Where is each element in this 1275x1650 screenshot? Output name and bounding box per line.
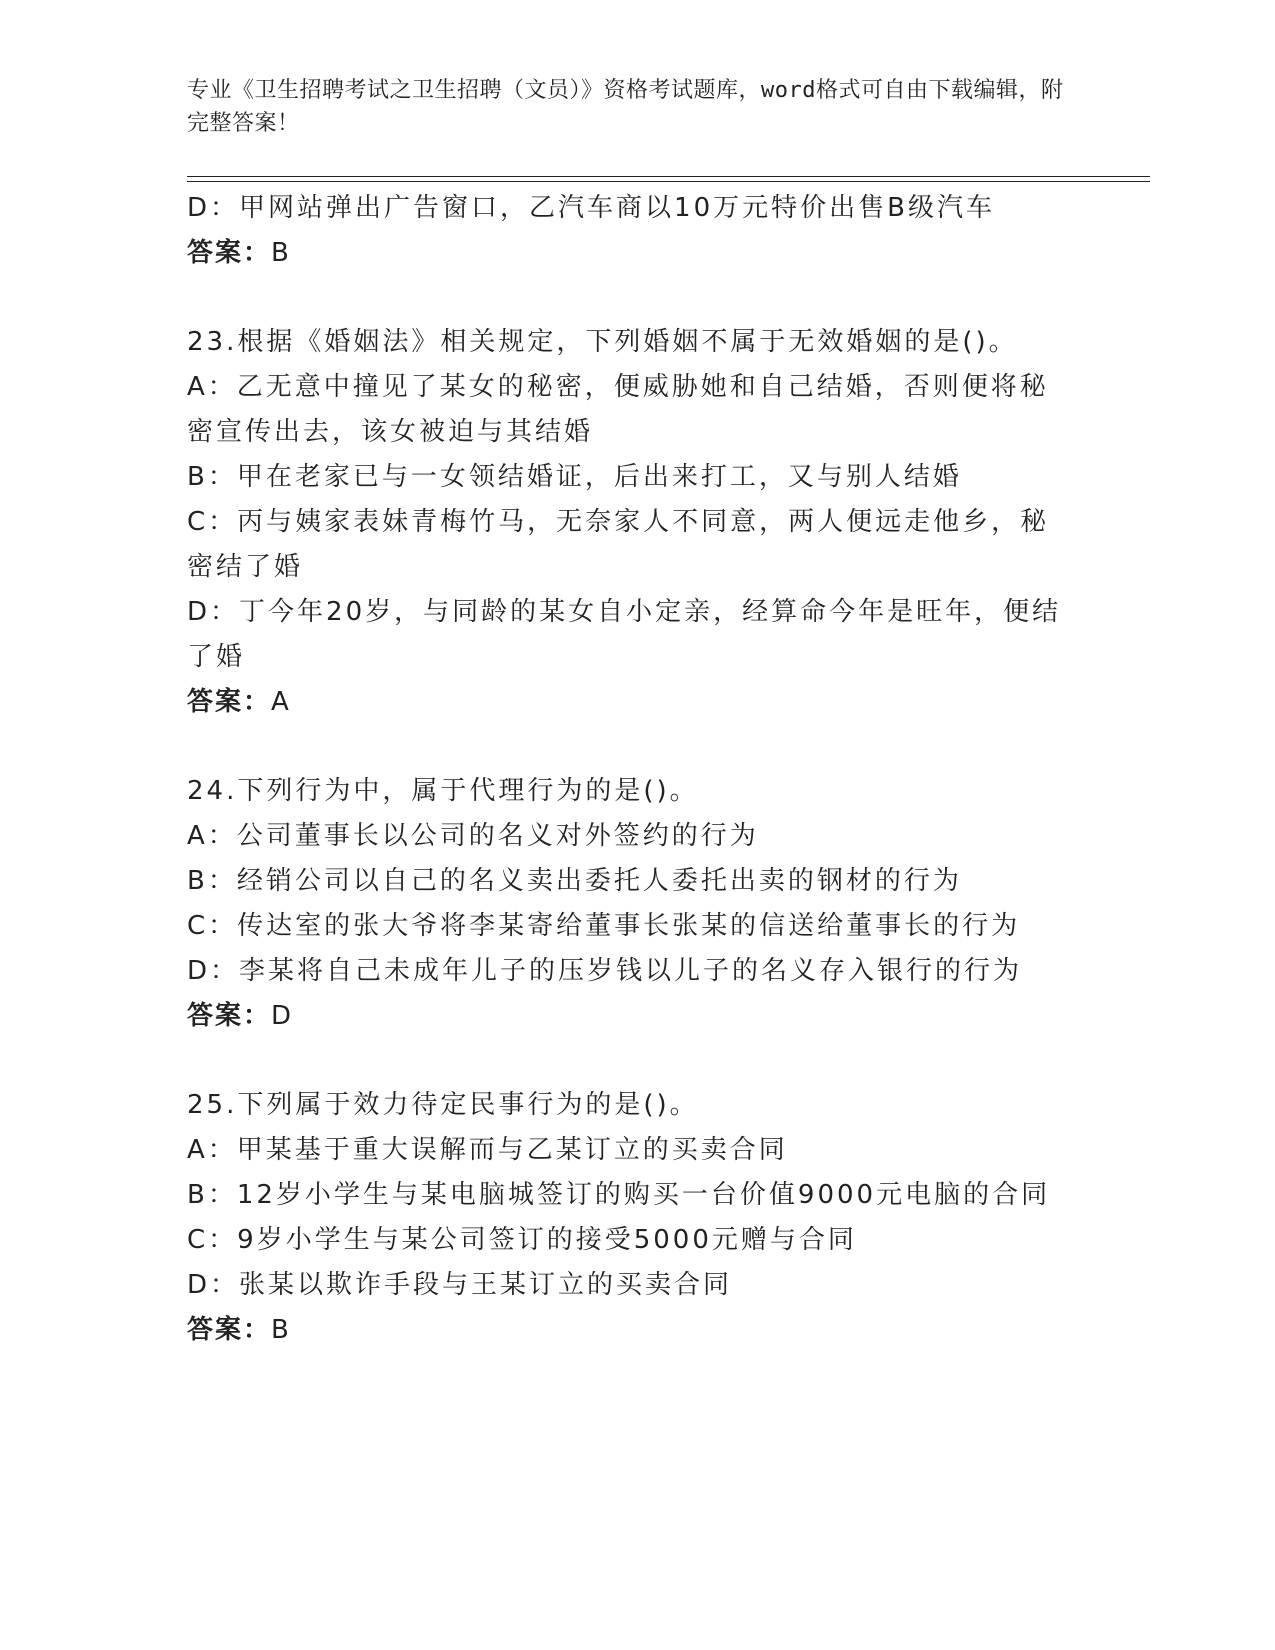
answer-label: 答案：: [187, 1001, 272, 1031]
question-stem: 23.根据《婚姻法》相关规定，下列婚姻不属于无效婚姻的是()。: [187, 327, 1018, 357]
page-header: 专业《卫生招聘考试之卫生招聘（文员）》资格考试题库，word格式可自由下载编辑，附完整答案！: [187, 78, 1064, 136]
prev-question: [187, 186, 1067, 276]
answer-line: [187, 1308, 1067, 1353]
answer-value: D: [271, 1001, 294, 1031]
option-d: D：丁今年20岁，与同龄的某女自小定亲，经算命今年是旺年，便结了婚: [187, 597, 1062, 672]
option-b: B：经销公司以自己的名义卖出委托人委托出卖的钢材的行为: [187, 866, 962, 896]
answer-line: [187, 231, 1067, 276]
question-23: [187, 320, 1067, 725]
option-c: C：丙与姨家表妹青梅竹马，无奈家人不同意，两人便远走他乡，秘密结了婚: [187, 507, 1050, 582]
answer-value: A: [271, 687, 291, 717]
option-d: D：张某以欺诈手段与王某订立的买卖合同: [187, 1270, 733, 1300]
answer-value: B: [271, 1315, 291, 1345]
answer-label: 答案：: [187, 1315, 272, 1345]
answer-value: B: [271, 238, 291, 268]
question-content: [187, 186, 1067, 1353]
option-a: A：甲某基于重大误解而与乙某订立的买卖合同: [187, 1135, 788, 1165]
option-b: B：12岁小学生与某电脑城签订的购买一台价值9000元电脑的合同: [187, 1180, 1051, 1210]
question-24: [187, 769, 1067, 1039]
question-25: [187, 1083, 1067, 1353]
option-d: D：李某将自己未成年儿子的压岁钱以儿子的名义存入银行的行为: [187, 956, 1023, 986]
header-rule-top: [187, 176, 1150, 177]
answer-line: [187, 680, 1067, 725]
answer-line: [187, 994, 1067, 1039]
answer-label: 答案：: [187, 687, 272, 717]
spacer: [187, 1039, 1067, 1083]
answer-label: 答案：: [187, 238, 272, 268]
option-d: D：甲网站弹出广告窗口，乙汽车商以10万元特价出售B级汽车: [187, 193, 995, 223]
option-a: A：乙无意中撞见了某女的秘密，便威胁她和自己结婚，否则便将秘密宣传出去，该女被迫与其结婚: [187, 372, 1049, 447]
header-rule-bottom: [187, 181, 1150, 182]
option-c: C：传达室的张大爷将李某寄给董事长张某的信送给董事长的行为: [187, 911, 1021, 941]
spacer: [187, 725, 1067, 769]
question-stem: 25.下列属于效力待定民事行为的是()。: [187, 1090, 699, 1120]
option-c: C：9岁小学生与某公司签订的接受5000元赠与合同: [187, 1225, 857, 1255]
option-a: A：公司董事长以公司的名义对外签约的行为: [187, 821, 759, 851]
question-stem: 24.下列行为中，属于代理行为的是()。: [187, 776, 699, 806]
option-b: B：甲在老家已与一女领结婚证，后出来打工，又与别人结婚: [187, 462, 962, 492]
spacer: [187, 276, 1067, 320]
